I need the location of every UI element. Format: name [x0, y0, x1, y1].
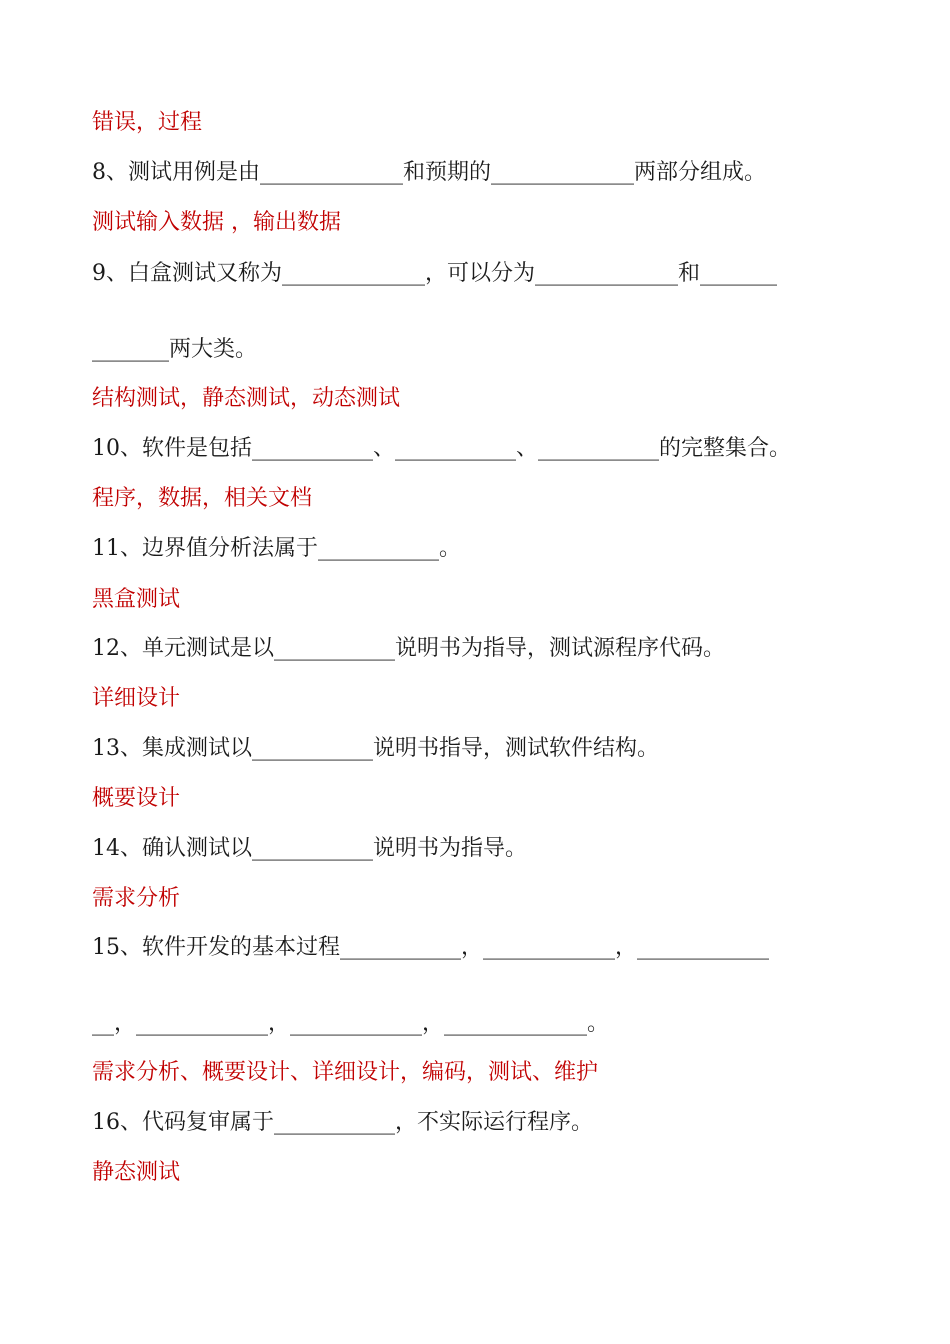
question-9-continued: _______两大类。	[92, 337, 258, 362]
answer-line: 程序，数据，相关文档	[92, 486, 313, 511]
question-11: 11、边界值分析法属于___________。	[92, 536, 461, 561]
answer-line: 需求分析	[92, 886, 181, 911]
question-16: 16、代码复审属于___________，不实际运行程序。	[92, 1110, 593, 1135]
answer-line: 详细设计	[92, 686, 181, 711]
question-9: 9、白盒测试又称为_____________，可以分为_____________和_______	[92, 261, 777, 286]
answer-line: 测试输入数据 ，输出数据	[92, 210, 341, 235]
answer-line: 结构测试，静态测试，动态测试	[92, 386, 401, 411]
question-15-continued: __，____________，____________，_____________。	[92, 1011, 610, 1036]
answer-line: 错误，过程	[92, 110, 203, 135]
answer-line: 静态测试	[92, 1160, 181, 1185]
question-12: 12、单元测试是以___________说明书为指导，测试源程序代码。	[92, 636, 725, 661]
question-8: 8、测试用例是由_____________和预期的_____________两部分组成。	[92, 160, 766, 185]
answer-line: 概要设计	[92, 786, 181, 811]
question-13: 13、集成测试以___________说明书指导，测试软件结构。	[92, 736, 659, 761]
question-14: 14、确认测试以___________说明书为指导。	[92, 836, 527, 861]
answer-line: 黑盒测试	[92, 587, 181, 612]
answer-line: 需求分析、概要设计、详细设计，编码，测试、维护	[92, 1060, 599, 1085]
question-15: 15、软件开发的基本过程___________，____________，____________	[92, 935, 769, 960]
question-10: 10、软件是包括___________、___________、___________的完整集合。	[92, 436, 791, 461]
